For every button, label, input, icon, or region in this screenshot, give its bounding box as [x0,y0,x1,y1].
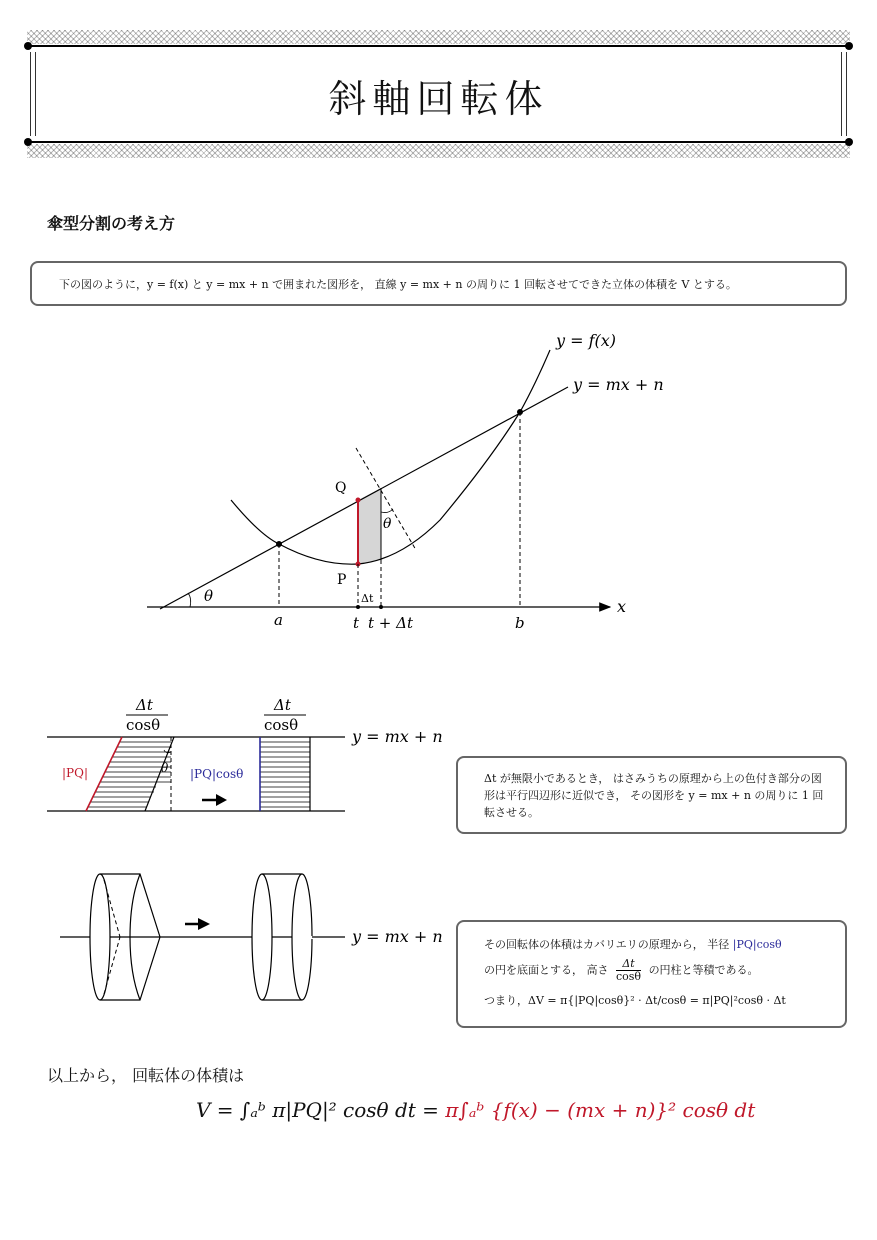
label-theta-strip: θ [383,516,392,532]
label-P: P [337,572,347,588]
label-t-dt: t + Δt [368,614,413,632]
label-line-3: y = mx + n [352,927,443,946]
intro-box [30,261,847,306]
svg-text:Δt: Δt [274,696,291,714]
label-pq-red: |PQ| [62,766,88,780]
cylinder-diagram [0,860,460,1010]
conclusion-text: 以上から， 回転体の体積は [47,1066,245,1085]
label-line-2: y = mx + n [352,727,443,746]
main-diagram [0,320,877,640]
right-arrow-icon-2 [198,918,210,930]
svg-text:cosθ: cosθ [126,716,161,734]
label-Q: Q [335,480,347,496]
radius-expression: |PQ|cosθ [732,938,782,951]
label-theta-origin: θ [204,587,214,605]
parallelogram-diagram [0,690,460,820]
label-dt: Δt [361,592,374,605]
label-a: a [274,611,283,629]
right-arrow-icon [216,794,227,806]
label-b: b [515,614,525,632]
page-title: 斜軸回転体 [328,77,549,121]
parallelogram-hatch [88,742,171,807]
label-fx: y = f(x) [556,331,617,350]
label-line: y = mx + n [573,375,664,394]
label-x: x [617,597,627,616]
svg-text:Δt: Δt [136,696,153,714]
line-mx-n [160,387,568,609]
explanation-text-1: Δt が無限小であるとき， はさみうちの原理から上の色付き部分の図形は平行四辺形に近似でき， その図形を y = mx + n の周りに 1 回転させる。 [484,772,824,819]
final-formula: V = ∫ₐᵇ π|PQ|² cosθ dt = π∫ₐᵇ {f(x) − (mx + n)}² cosθ dt [196,1098,756,1122]
svg-text:cosθ: cosθ [264,716,299,734]
svg-text:θ: θ [161,761,169,775]
explanation-box-2: その回転体の体積はカバリエリの原理から， 半径 |PQ|cosθ の円を底面とする， 高さ $\frac{\Delta t}{\cos\theta}$ の円柱と等積である。 つまり，ΔV = π{|PQ|cosθ}² · Δt/cosθ = π|PQ|²cosθ · Δt [456,920,847,1028]
section-heading: 傘型分割の考え方 [47,214,176,233]
intro-text: 下の図のように，y = f(x) と y = mx + n で囲まれた図形を， 直線 y = mx + n の周りに 1 回転させてできた立体の体積を V とする。 [59,278,737,291]
volume-element-formula: つまり，ΔV = π{|PQ|cosθ}² · Δt/cosθ = π|PQ|²cosθ · Δt [484,994,786,1007]
label-pq-blue: |PQ|cosθ [190,767,244,781]
curve-fx [231,350,550,564]
label-t: t [353,614,360,632]
rectangle-hatch [260,742,310,807]
explanation-box-1 [456,756,847,834]
